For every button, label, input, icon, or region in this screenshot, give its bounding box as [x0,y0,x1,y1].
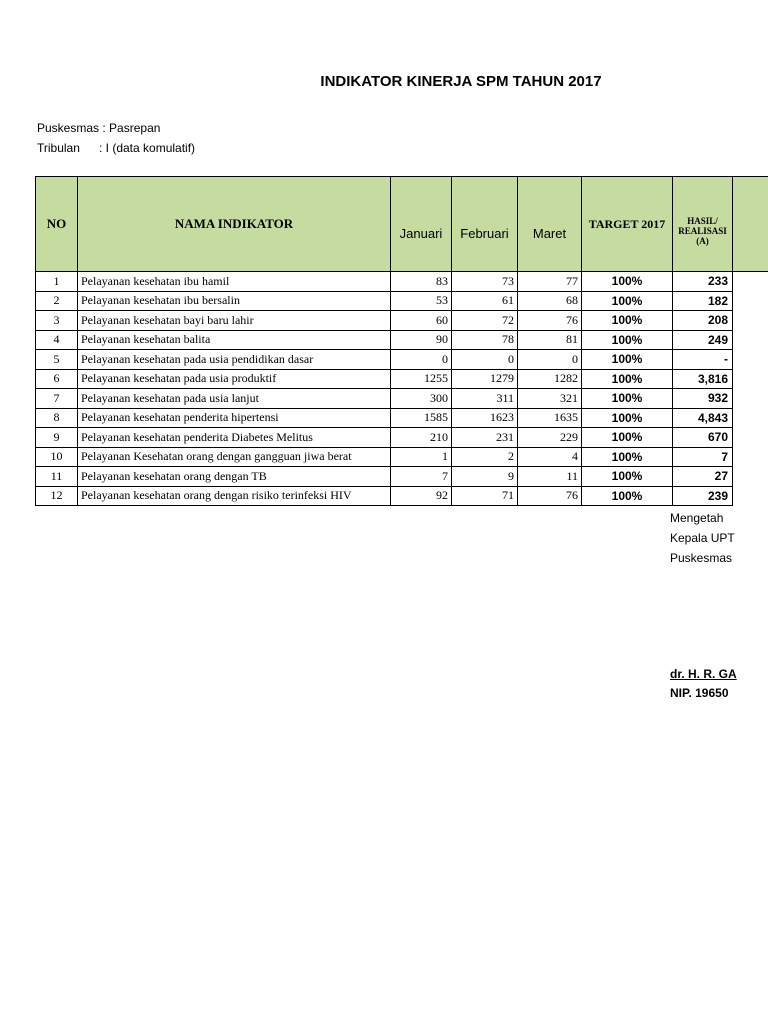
spm-table [35,176,768,506]
row-januari: 1585 [391,408,452,428]
row-januari: 90 [391,330,452,350]
row-januari: 53 [391,291,452,311]
row-target: 100% [582,330,673,350]
row-nama: Pelayanan kesehatan orang dengan TB [78,467,391,487]
row-extra [733,467,768,487]
table-row [36,350,768,370]
table-row [36,467,768,487]
row-maret: 76 [518,311,582,331]
row-maret: 0 [518,350,582,370]
row-target: 100% [582,369,673,389]
tribulan-label: Tribulan [37,141,80,155]
puskesmas-value: : Pasrepan [102,121,161,135]
row-extra [733,447,768,467]
row-februari: 73 [452,272,518,292]
row-no: 7 [36,389,78,409]
row-februari: 311 [452,389,518,409]
row-februari: 2 [452,447,518,467]
row-hasil: 27 [673,467,733,487]
row-maret: 4 [518,447,582,467]
header-target: TARGET 2017 [582,177,673,272]
row-nama: Pelayanan kesehatan orang dengan risiko terinfeksi HIV [78,486,391,506]
table-row [36,311,768,331]
row-no: 1 [36,272,78,292]
puskesmas-line [37,121,160,135]
signature-line3: Puskesmas [670,551,733,565]
row-hasil: 233 [673,272,733,292]
row-target: 100% [582,447,673,467]
header-januari: Januari [391,177,452,272]
row-no: 6 [36,369,78,389]
row-extra [733,311,768,331]
row-februari: 231 [452,428,518,448]
row-no: 11 [36,467,78,487]
signature-line2: Kepala UPT [670,531,735,545]
row-hasil: 670 [673,428,733,448]
row-januari: 0 [391,350,452,370]
row-extra [733,369,768,389]
puskesmas-label: Puskesmas [37,121,100,135]
table-row [36,369,768,389]
row-extra [733,486,768,506]
signature-name: dr. H. R. GA [670,667,737,681]
row-nama: Pelayanan kesehatan bayi baru lahir [78,311,391,331]
signature-line1: Mengetah [670,511,724,525]
row-target: 100% [582,272,673,292]
row-januari: 1 [391,447,452,467]
row-no: 12 [36,486,78,506]
table-header-row [36,177,768,272]
row-no: 3 [36,311,78,331]
row-nama: Pelayanan kesehatan pada usia pendidikan dasar [78,350,391,370]
row-februari: 61 [452,291,518,311]
row-januari: 83 [391,272,452,292]
row-hasil: 208 [673,311,733,331]
header-februari: Februari [452,177,518,272]
spm-table-container [35,176,768,506]
row-target: 100% [582,408,673,428]
row-hasil: - [673,350,733,370]
row-hasil: 239 [673,486,733,506]
row-maret: 77 [518,272,582,292]
row-extra [733,291,768,311]
row-no: 5 [36,350,78,370]
row-target: 100% [582,311,673,331]
row-februari: 72 [452,311,518,331]
table-row [36,447,768,467]
row-hasil: 4,843 [673,408,733,428]
table-row [36,330,768,350]
row-februari: 71 [452,486,518,506]
row-target: 100% [582,428,673,448]
header-hasil-realisasi: HASIL/ REALISASI (A) [673,177,733,272]
row-hasil: 932 [673,389,733,409]
row-februari: 78 [452,330,518,350]
row-februari: 9 [452,467,518,487]
row-februari: 0 [452,350,518,370]
row-target: 100% [582,467,673,487]
row-nama: Pelayanan kesehatan pada usia lanjut [78,389,391,409]
row-nama: Pelayanan kesehatan penderita Diabetes Melitus [78,428,391,448]
row-extra [733,428,768,448]
row-no: 10 [36,447,78,467]
header-extra [733,177,768,272]
row-maret: 1282 [518,369,582,389]
row-extra [733,350,768,370]
row-hasil: 3,816 [673,369,733,389]
row-no: 9 [36,428,78,448]
row-januari: 1255 [391,369,452,389]
table-row [36,291,768,311]
row-maret: 11 [518,467,582,487]
row-target: 100% [582,350,673,370]
row-februari: 1279 [452,369,518,389]
row-nama: Pelayanan kesehatan pada usia produktif [78,369,391,389]
row-extra [733,408,768,428]
row-nama: Pelayanan Kesehatan orang dengan gangguan jiwa berat [78,447,391,467]
row-hasil: 249 [673,330,733,350]
row-no: 4 [36,330,78,350]
row-extra [733,330,768,350]
row-januari: 210 [391,428,452,448]
document-title: INDIKATOR KINERJA SPM TAHUN 2017 [320,73,602,90]
row-extra [733,272,768,292]
row-januari: 300 [391,389,452,409]
row-maret: 76 [518,486,582,506]
header-maret: Maret [518,177,582,272]
row-hasil: 182 [673,291,733,311]
row-januari: 7 [391,467,452,487]
row-maret: 321 [518,389,582,409]
row-nama: Pelayanan kesehatan penderita hipertensi [78,408,391,428]
header-nama-indikator: NAMA INDIKATOR [78,177,391,272]
row-januari: 60 [391,311,452,331]
row-januari: 92 [391,486,452,506]
row-extra [733,389,768,409]
row-hasil: 7 [673,447,733,467]
row-target: 100% [582,486,673,506]
row-maret: 68 [518,291,582,311]
table-row [36,272,768,292]
table-row [36,486,768,506]
tribulan-line [37,141,195,155]
row-no: 2 [36,291,78,311]
row-nama: Pelayanan kesehatan ibu hamil [78,272,391,292]
row-maret: 81 [518,330,582,350]
table-row [36,428,768,448]
row-maret: 1635 [518,408,582,428]
row-target: 100% [582,291,673,311]
tribulan-value: : I (data komulatif) [99,141,196,155]
row-target: 100% [582,389,673,409]
row-februari: 1623 [452,408,518,428]
signature-nip: NIP. 19650 [670,686,729,700]
row-nama: Pelayanan kesehatan balita [78,330,391,350]
table-row [36,408,768,428]
table-row [36,389,768,409]
header-no: NO [36,177,78,272]
row-no: 8 [36,408,78,428]
row-maret: 229 [518,428,582,448]
row-nama: Pelayanan kesehatan ibu bersalin [78,291,391,311]
